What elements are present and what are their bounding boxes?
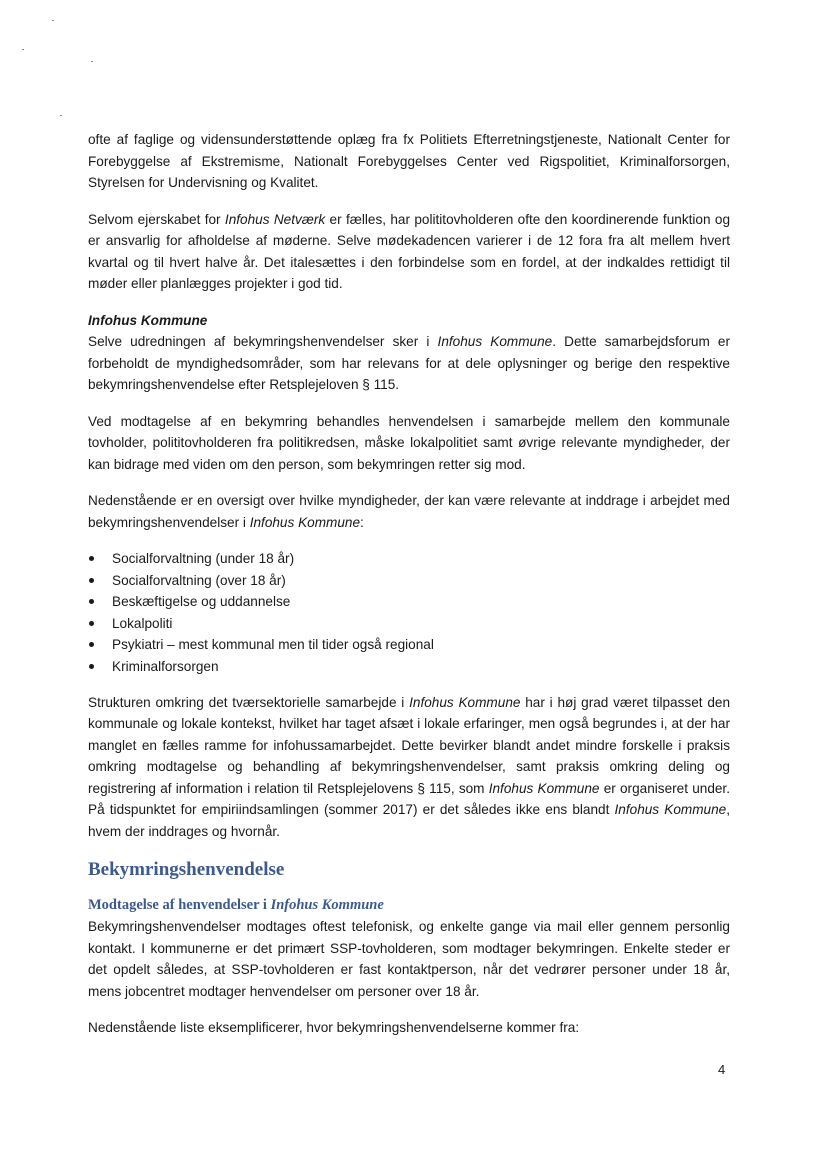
paragraph-text: Nedenstående liste eksemplificerer, hvor bekymringshenvendelserne kommer fra:	[88, 1020, 580, 1036]
scan-speck	[91, 61, 93, 62]
paragraph-text: Bekymringshenvendelser modtages oftest telefonisk, og enkelte gange via mail eller gennem personlig kontakt. I kommunerne er det primært SSP-tovholderen, som modtager bekymringen. Enkelte steder er det opdelt således, at SSP-tovholderen er fast kontaktperson, når det vedrører personer under 18 år, mens jobcentret modtager henvendelser om personer over 18 år.	[88, 919, 730, 999]
italic-term: Infohus Kommune	[488, 780, 600, 796]
italic-term: Infohus Kommune	[437, 334, 553, 349]
subsection-title-italic: Infohus Kommune	[270, 897, 384, 914]
page-number: 4	[718, 1062, 726, 1077]
list-item: Socialforvaltning (over 18 år)	[88, 570, 730, 592]
paragraph	[88, 490, 730, 533]
list-item: Socialforvaltning (under 18 år)	[88, 548, 730, 570]
paragraph-text: Selvom ejerskabet for	[88, 211, 225, 227]
paragraph	[88, 331, 730, 396]
scan-speck	[60, 115, 62, 116]
paragraph	[88, 1017, 730, 1039]
list-item: Kriminalforsorgen	[88, 656, 730, 678]
subsection-title-text: Modtagelse af henvendelser i	[88, 897, 271, 914]
paragraph-text: har i høj grad været tilpasset den kommunale og lokale kontekst, hvilket har taget afsæt i lokale erfaringer, men også begrundes i, at der har manglet en fælles ramme for infohussamarbejdet. Dette bevirker blandt andet mindre forskelle i praksis omkring modtagelse og behandling af bekymringshenvendelser, samt praksis omkring deling og registrering af information i relation til Retsplejelovens § 115, som	[88, 694, 731, 796]
paragraph-text: Strukturen omkring det tværsektorielle samarbejde i	[88, 694, 410, 710]
paragraph-text: , hvem der inddrages og hvornår.	[88, 802, 730, 839]
paragraph-text: . Dette samarbejdsforum er forbeholdt de myndighedsområder, som har relevans for at dele oplysninger og berige den respektive bekymringshenvendelse efter Retsplejeloven § 115.	[88, 334, 730, 392]
paragraph-text: Nedenstående er en oversigt over hvilke myndigheder, der kan være relevante at inddrage i arbejdet med bekymringshenvendelser i	[88, 493, 730, 530]
paragraph	[88, 209, 730, 295]
paragraph	[88, 411, 730, 476]
scan-speck	[22, 49, 24, 50]
authority-list	[88, 548, 730, 678]
paragraph-text: Ved modtagelse af en bekymring behandles henvendelsen i samarbejde mellem den kommunale tovholder, polititovholderen fra politikredsen, måske lokalpolitiet samt øvrige relevante myndigheder, der kan bidrage med viden om den person, som bekymringen retter sig mod.	[88, 413, 730, 472]
list-item: Beskæftigelse og uddannelse	[88, 591, 730, 613]
list-item: Psykiatri – mest kommunal men til tider også regional	[88, 634, 730, 656]
paragraph-text: er organiseret under. På tidspunktet for empiriindsamlingen (sommer 2017) er det således ikke ens blandt	[88, 780, 730, 818]
subsection-title	[88, 896, 730, 914]
paragraph	[88, 916, 730, 1002]
italic-term: Infohus Kommune	[409, 694, 521, 710]
body-text	[88, 129, 730, 1054]
paragraph-heading: Infohus Kommune	[88, 312, 208, 328]
italic-term: Infohus Kommune	[614, 802, 727, 818]
paragraph-text: Selve udredningen af bekymringshenvendelser sker i	[88, 334, 438, 349]
paragraph	[88, 692, 730, 843]
list-item: Lokalpoliti	[88, 613, 730, 635]
italic-term: Infohus Kommune	[249, 514, 361, 530]
paragraph-text: :	[360, 514, 364, 530]
paragraph-text: er fælles, har polititovholderen ofte den koordinerende funktion og er ansvarlig for afholdelse af møderne. Selve mødekadencen varierer i de 12 fora fra alt mellem hvert kvartal og til hvert halve år. Det italesættes i den forbindelse som en fordel, at der indkaldes rettidigt til møder eller planlægges projekter i god tid.	[88, 211, 730, 291]
scan-speck	[52, 20, 54, 21]
section-title: Bekymringshenvendelse	[88, 859, 285, 881]
italic-term: Infohus Netværk	[224, 211, 326, 227]
paragraph	[88, 129, 730, 194]
paragraph-text: ofte af faglige og vidensunderstøttende oplæg fra fx Politiets Efterretningstjeneste, Nationalt Center for Forebyggelse af Ekstremisme, Nationalt Forebyggelses Center ved Rigspolitiet, Kriminalforsorgen, Styrelsen for Undervisning og Kvalitet.	[88, 132, 730, 190]
